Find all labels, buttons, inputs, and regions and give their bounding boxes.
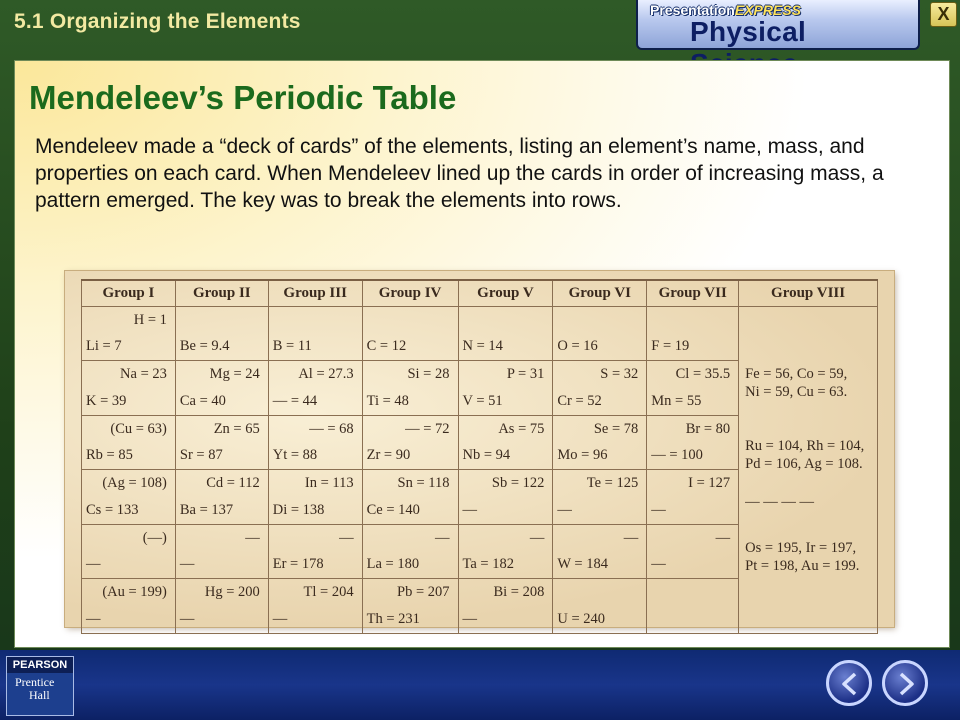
brand-main-text: Physical: [690, 16, 807, 47]
section-number: 5.1: [14, 10, 44, 33]
group-viii-entry: [745, 437, 871, 473]
element-entry: In = 113: [304, 475, 354, 491]
table-cell: [175, 470, 268, 525]
table-cell: [647, 361, 739, 416]
element-entry: Sb = 122: [491, 475, 545, 491]
element-entry: V = 51: [462, 392, 503, 409]
table-cell: [362, 470, 458, 525]
brand-top-text: PresentationEXPRESS: [650, 2, 801, 18]
element-entry: Pd = 106, Ag = 108.: [745, 455, 863, 472]
element-entry: — — — —: [745, 493, 815, 510]
section-title: Organizing the Elements: [49, 10, 301, 33]
element-entry: Cr = 52: [557, 392, 602, 409]
table-cell: [362, 524, 458, 579]
table-cell: [362, 415, 458, 470]
element-entry: O = 16: [557, 338, 598, 354]
chevron-left-icon: [839, 672, 861, 696]
element-entry: Fe = 56, Co = 59,: [745, 365, 848, 382]
element-entry: Be = 9.4: [179, 338, 230, 354]
element-entry: B = 11: [272, 338, 312, 354]
chevron-right-icon: [895, 672, 917, 696]
element-entry: —: [623, 529, 639, 546]
element-entry: F = 19: [651, 338, 690, 354]
column-header: Group IV: [362, 280, 458, 306]
header-bar: [0, 0, 960, 50]
column-header: Group II: [175, 280, 268, 306]
element-entry: Te = 125: [586, 475, 639, 491]
publisher-name: Prentice Hall: [15, 675, 55, 702]
table-cell: [553, 415, 647, 470]
column-header: Group VIII: [739, 280, 878, 306]
element-entry: Th = 231: [366, 610, 420, 627]
table-cell: [268, 524, 362, 579]
element-entry: (—): [142, 529, 167, 546]
table-cell: [553, 579, 647, 634]
element-entry: N = 14: [462, 338, 503, 354]
table-cell: [175, 306, 268, 361]
element-entry: K = 39: [86, 392, 127, 409]
element-entry: — = 72: [405, 420, 450, 437]
element-entry: Se = 78: [593, 420, 639, 437]
table-cell: [82, 415, 176, 470]
element-entry: I = 127: [688, 475, 731, 491]
element-entry: Mo = 96: [557, 447, 608, 463]
table-cell: [458, 306, 553, 361]
slide-content: [14, 60, 950, 648]
section-heading: [14, 10, 301, 34]
column-header: Group V: [458, 280, 553, 306]
element-entry: — = 68: [309, 420, 354, 437]
table-cell: [362, 579, 458, 634]
table-cell: [268, 415, 362, 470]
table-cell: [175, 361, 268, 416]
element-entry: Rb = 85: [86, 447, 133, 463]
element-entry: Tl = 204: [303, 584, 354, 600]
next-slide-button[interactable]: [882, 660, 928, 706]
table-cell: [268, 306, 362, 361]
table-cell: [553, 361, 647, 416]
group-viii-cell: [739, 306, 878, 633]
table-cell: [647, 579, 739, 634]
element-entry: S = 32: [600, 366, 639, 382]
table-cell: [647, 524, 739, 579]
periodic-table: [81, 279, 878, 634]
element-entry: (Au = 199): [102, 584, 167, 600]
column-header: Group VI: [553, 280, 647, 306]
table-cell: [268, 579, 362, 634]
element-entry: Mn = 55: [651, 392, 702, 409]
table-cell: [458, 524, 553, 579]
brand-logo: [636, 0, 920, 50]
group-viii-entry: [745, 539, 871, 575]
table-cell: [82, 579, 176, 634]
table-header-row: [82, 280, 878, 306]
table-cell: [175, 415, 268, 470]
group-viii-entry: [745, 493, 871, 511]
element-entry: C = 12: [366, 338, 407, 354]
table-cell: [175, 524, 268, 579]
element-entry: Ba = 137: [179, 501, 234, 518]
table-cell: [82, 470, 176, 525]
element-entry: Cs = 133: [86, 501, 139, 518]
element-entry: Ni = 59, Cu = 63.: [745, 383, 848, 400]
table-cell: [458, 579, 553, 634]
element-entry: Li = 7: [86, 338, 122, 354]
table-cell: [647, 470, 739, 525]
table-cell: [553, 524, 647, 579]
publisher-top-label: PEARSON: [7, 657, 73, 673]
element-entry: — = 100: [651, 447, 703, 463]
element-entry: —: [86, 610, 101, 627]
element-entry: —: [462, 501, 477, 518]
table-cell: [82, 361, 176, 416]
footer-bar: [0, 650, 960, 720]
table-cell: [458, 415, 553, 470]
group-viii-entry: [745, 365, 871, 401]
element-entry: Ru = 104, Rh = 104,: [745, 437, 865, 454]
element-entry: U = 240: [557, 610, 606, 627]
element-entry: Cd = 112: [206, 475, 260, 491]
element-entry: —: [557, 501, 572, 518]
close-button[interactable]: X: [930, 2, 957, 27]
column-header: Group I: [82, 280, 176, 306]
table-cell: [268, 361, 362, 416]
table-cell: [175, 579, 268, 634]
element-entry: —: [86, 556, 101, 572]
element-entry: Nb = 94: [462, 447, 511, 463]
element-entry: —: [651, 501, 666, 518]
element-entry: Yt = 88: [272, 447, 318, 463]
column-header: Group III: [268, 280, 362, 306]
element-entry: Sn = 118: [397, 475, 450, 491]
element-entry: (Ag = 108): [102, 475, 167, 491]
publisher-logo: [6, 656, 74, 716]
element-entry: Bi = 208: [493, 584, 545, 600]
element-entry: Mg = 24: [209, 366, 260, 382]
element-entry: Si = 28: [407, 366, 450, 382]
element-entry: Ti = 48: [366, 392, 409, 409]
element-entry: —: [272, 610, 288, 627]
table-cell: [553, 470, 647, 525]
table-row: [82, 306, 878, 361]
element-entry: Ta = 182: [462, 556, 514, 572]
element-entry: —: [529, 529, 545, 546]
table-cell: [362, 361, 458, 416]
element-entry: Er = 178: [272, 556, 324, 572]
periodic-table-image: [65, 271, 894, 627]
table-cell: [362, 306, 458, 361]
element-entry: —: [715, 529, 731, 546]
element-entry: —: [462, 610, 477, 627]
slide-body-text: Mendeleev made a “deck of cards” of the elements, listing an element’s name, mass, and properties on each card. When Mendeleev lined up the cards in order of increasing mass, a pattern emerged. The key was to break the elements into rows.: [35, 135, 884, 212]
element-entry: Ca = 40: [179, 392, 226, 409]
element-entry: As = 75: [498, 420, 545, 437]
element-entry: —: [435, 529, 450, 546]
element-entry: Zn = 65: [213, 420, 260, 437]
element-entry: Hg = 200: [204, 584, 260, 600]
element-entry: Ce = 140: [366, 501, 420, 518]
element-entry: Na = 23: [120, 366, 167, 382]
element-entry: Br = 80: [685, 420, 731, 437]
element-entry: —: [245, 529, 260, 546]
table-cell: [458, 470, 553, 525]
table-cell: [268, 470, 362, 525]
element-entry: W = 184: [557, 556, 608, 572]
table-cell: [553, 306, 647, 361]
element-entry: P = 31: [506, 366, 545, 382]
element-entry: Os = 195, Ir = 197,: [745, 539, 857, 556]
element-entry: H = 1: [133, 311, 167, 328]
table-cell: [458, 361, 553, 416]
element-entry: Pb = 207: [397, 584, 450, 600]
element-entry: Al = 27.3: [298, 366, 354, 382]
table-cell: [647, 415, 739, 470]
table-cell: [82, 306, 176, 361]
element-entry: Di = 138: [272, 501, 325, 518]
element-entry: Cl = 35.5: [675, 366, 731, 382]
column-header: Group VII: [647, 280, 739, 306]
previous-slide-button[interactable]: [826, 660, 872, 706]
element-entry: —: [179, 610, 195, 627]
slide-title: Mendeleev’s Periodic Table: [29, 79, 457, 116]
element-entry: Zr = 90: [366, 447, 411, 463]
element-entry: — = 44: [272, 392, 318, 409]
element-entry: (Cu = 63): [110, 420, 167, 437]
element-entry: Sr = 87: [179, 447, 223, 463]
element-entry: —: [339, 529, 354, 546]
element-entry: La = 180: [366, 556, 420, 572]
element-entry: —: [651, 556, 666, 572]
table-cell: [647, 306, 739, 361]
table-cell: [82, 524, 176, 579]
element-entry: —: [179, 556, 195, 572]
element-entry: Pt = 198, Au = 199.: [745, 557, 860, 574]
